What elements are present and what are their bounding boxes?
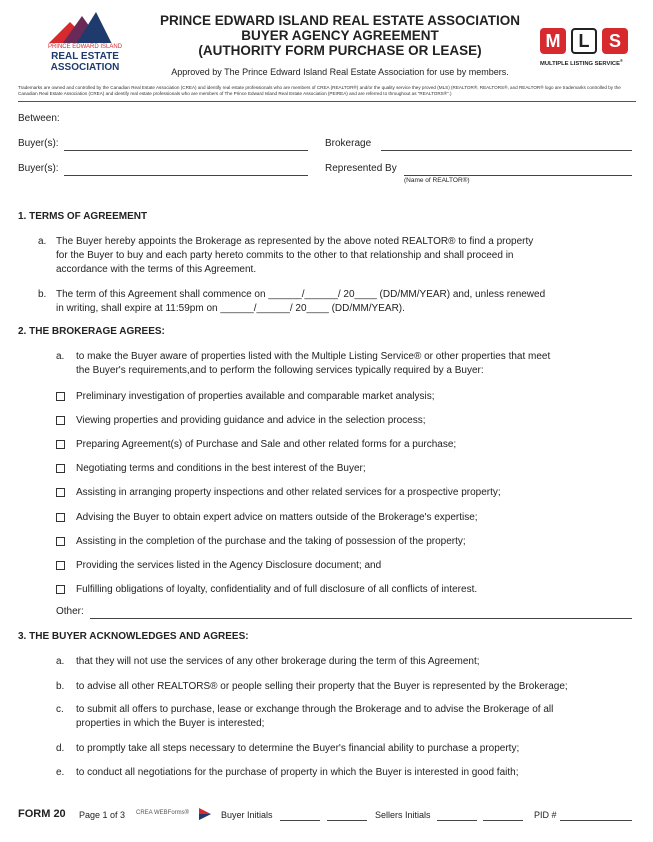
mls-logo (540, 28, 635, 70)
section2-heading: 2. THE BROKERAGE AGREES: (18, 326, 165, 337)
crea-logo-icon (197, 806, 213, 822)
service-label: Advising the Buyer to obtain expert advice on matters outside of the Brokerage's expertise; (76, 512, 478, 523)
represented-by-label: Represented By (325, 163, 397, 174)
header-divider (18, 101, 636, 102)
buyer-initials-label: Buyer Initials (221, 810, 273, 820)
section3-item-text: that they will not use the services of any other brokerage during the term of this Agreement; (76, 656, 480, 667)
represented-by-field[interactable] (404, 175, 632, 176)
logo-line1: PRINCE EDWARD ISLAND (47, 44, 123, 50)
service-checkbox[interactable] (56, 488, 65, 497)
approved-note: Approved by The Prince Edward Island Real Estate Association for use by members. (171, 67, 509, 77)
service-label: Preliminary investigation of properties available and comparable market analysis; (76, 391, 435, 402)
sellers-initials-field-1[interactable] (437, 820, 477, 821)
buyer-initials-field-1[interactable] (280, 820, 320, 821)
service-checkbox[interactable] (56, 561, 65, 570)
between-label: Between: (18, 113, 60, 124)
service-label: Fulfilling obligations of loyalty, confidentiality and of full disclosure of all conflicts of interest. (76, 584, 478, 595)
section3-heading: 3. THE BUYER ACKNOWLEDGES AND AGREES: (18, 631, 249, 642)
buyer-initials-field-2[interactable] (327, 820, 367, 821)
sellers-initials-field-2[interactable] (483, 820, 523, 821)
section3-item-text: to advise all other REALTORS® or people selling their property that the Buyer is represented by the Brokerage; (76, 681, 568, 692)
section1-b-text: The term of this Agreement shall commence on ______/______/ 20____ (DD/MM/YEAR) and, unless renewed in writing, shall expire at 11:59pm on ______/______/ 20____ (DD/MM/YEAR). (56, 289, 546, 314)
other-field[interactable] (90, 618, 632, 619)
section3-item-marker: a. (56, 656, 65, 667)
service-checkbox[interactable] (56, 513, 65, 522)
service-label: Viewing properties and providing guidance and advice in the selection process; (76, 415, 426, 426)
section3-item-marker: b. (56, 681, 65, 692)
form-number: FORM 20 (18, 808, 66, 820)
service-checkbox[interactable] (56, 416, 65, 425)
section3-item-marker: d. (56, 743, 65, 754)
service-label: Preparing Agreement(s) of Purchase and Sale and other related forms for a purchase; (76, 439, 457, 450)
logo-line2: REAL ESTATE (51, 51, 119, 62)
form-title: BUYER AGENCY AGREEMENT (241, 28, 439, 43)
section3-item-marker: e. (56, 767, 65, 778)
service-checkbox[interactable] (56, 537, 65, 546)
section1-a-text: The Buyer hereby appoints the Brokerage as represented by the above noted REALTOR® to find a property for the Buyer to buy and each party hereto commits to the other to that relationship and shall proceed in accordance with the terms of this Agreement. (56, 236, 534, 275)
page-indicator: Page 1 of 3 (79, 810, 126, 820)
pid-field[interactable] (560, 820, 632, 821)
section3-item-text: to conduct all negotiations for the purchase of property in which the Buyer is interested in good faith; (76, 767, 519, 778)
section1-a-marker: a. (38, 236, 47, 247)
buyer2-label: Buyer(s): (18, 163, 59, 174)
section2-a-text: to make the Buyer aware of properties listed with the Multiple Listing Service® or other properties that meet the Buyer's requirements,and to perform the following services typically required by a Buyer: (76, 351, 551, 376)
buyer1-field[interactable] (64, 150, 308, 151)
trademark-note: Trademarks are owned and controlled by the Canadian Real Estate Association (CREA) and identify real estate professionals who are members of CREA (REALTOR®) and/or the quality service they proved (MLS) (REALTOR®, REALTORS®, and REALTOR® logo are trademarks controlled by the Canadian Real Estate Association (CREA) and identify real estate professionals who are members of The Prince Edward Island Real Estate Association (PEIREA) and are referred to throughout as "REALTORS®".) (18, 85, 621, 96)
name-of-realtor-caption: (Name of REALTOR®) (404, 177, 470, 184)
page-title: PRINCE EDWARD ISLAND REAL ESTATE ASSOCIATION (159, 13, 521, 28)
buyer1-label: Buyer(s): (18, 138, 59, 149)
service-checkbox[interactable] (56, 392, 65, 401)
service-checkbox[interactable] (56, 464, 65, 473)
mls-l-icon: L (571, 28, 597, 54)
section3-item-marker: c. (56, 704, 64, 715)
mls-m-icon: M (540, 28, 566, 54)
buyer2-field[interactable] (64, 175, 308, 176)
service-label: Assisting in the completion of the purchase and the taking of possession of the property; (76, 536, 466, 547)
service-checkbox[interactable] (56, 585, 65, 594)
service-checkbox[interactable] (56, 440, 65, 449)
brokerage-label: Brokerage (325, 138, 372, 149)
mls-caption: MULTIPLE LISTING SERVICE® (540, 58, 623, 67)
brokerage-field[interactable] (381, 150, 632, 151)
roof-logo-icon (44, 10, 114, 46)
sellers-initials-label: Sellers Initials (375, 810, 431, 820)
section3-item-text: to submit all offers to purchase, lease or exchange through the Brokerage and to advise the Brokerage of all properties in which the Buyer is interested; (76, 704, 554, 729)
logo-line3: ASSOCIATION (50, 62, 120, 73)
service-label: Providing the services listed in the Agency Disclosure document; and (76, 560, 382, 571)
form-subtitle: (AUTHORITY FORM PURCHASE OR LEASE) (198, 43, 482, 58)
service-label: Assisting in arranging property inspections and other related services for a prospective property; (76, 487, 501, 498)
section1-b-marker: b. (38, 289, 47, 300)
crea-webforms-text: CREA WEBForms® (136, 810, 190, 816)
pid-label: PID # (534, 810, 557, 820)
section2-a-marker: a. (56, 351, 65, 362)
mls-s-icon: S (602, 28, 628, 54)
service-label: Negotiating terms and conditions in the best interest of the Buyer; (76, 463, 366, 474)
section1-heading: 1. TERMS OF AGREEMENT (18, 211, 148, 222)
association-logo (30, 10, 140, 76)
section3-item-text: to promptly take all steps necessary to determine the Buyer's financial ability to purchase a property; (76, 743, 520, 754)
other-label: Other: (56, 606, 84, 617)
